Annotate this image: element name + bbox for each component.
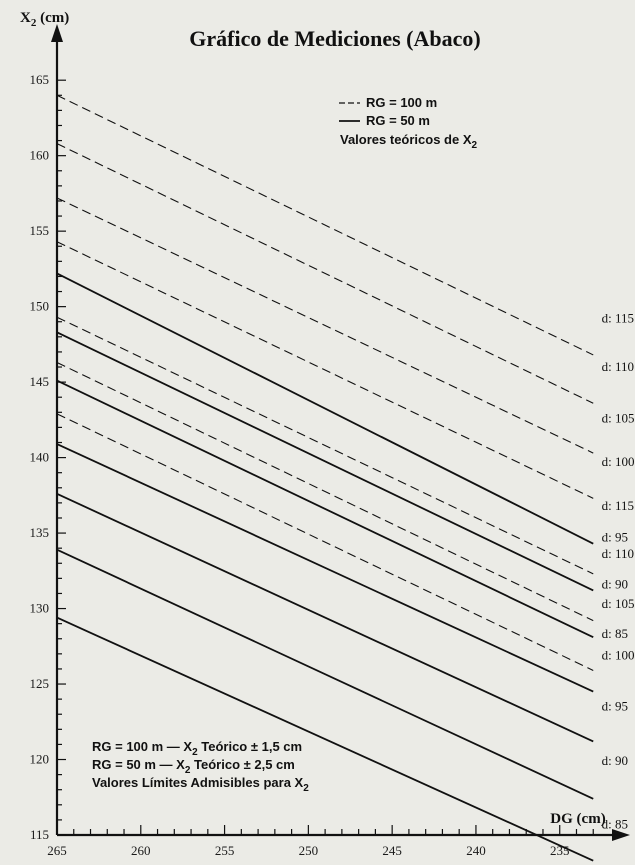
y-tick-label: 150 — [29, 298, 49, 314]
y-tick-label: 115 — [29, 827, 49, 842]
legend-bottom-line2-a: RG = 50 m — X — [92, 757, 185, 772]
y-axis-label-unit: (cm) — [36, 10, 70, 26]
series-line-rg100-95 — [57, 317, 593, 574]
legend-dashed-label: RG = 100 m — [366, 95, 438, 110]
legend-bottom-line3-sub: 2 — [303, 783, 309, 794]
series-label: d: 110 — [601, 359, 635, 375]
legend-top — [339, 95, 478, 151]
series-label: d: 85 — [601, 816, 628, 832]
y-axis-arrow — [51, 24, 63, 42]
y-tick-label: 140 — [29, 449, 49, 465]
labels-layer — [602, 311, 635, 832]
legend-bottom-line1-a: RG = 100 m — X — [92, 739, 193, 754]
series-label: d: 110 — [601, 546, 635, 562]
series-label: d: 105 — [601, 596, 635, 612]
series-line-rg100-90 — [57, 362, 593, 620]
x-axis-label: DG (cm) — [550, 811, 606, 827]
x-tick-label: 240 — [466, 843, 486, 858]
series-label: d: 105 — [601, 410, 635, 426]
series-label: d: 95 — [601, 698, 628, 714]
legend-bottom-line1 — [92, 739, 302, 758]
y-tick-label: 135 — [29, 525, 49, 541]
x-tick-label: 260 — [131, 843, 151, 858]
y-axis-label — [20, 10, 69, 29]
series-line-rg50-105 — [57, 381, 593, 638]
series-label: d: 100 — [601, 454, 635, 470]
y-tick-label: 125 — [29, 676, 49, 692]
legend-bottom-line1-sub: 2 — [192, 747, 198, 758]
series-line-rg50-110 — [57, 332, 593, 590]
y-tick-label: 160 — [29, 147, 49, 163]
legend-bottom-line2-b: Teórico ± 2,5 cm — [190, 757, 295, 772]
series-label: d: 115 — [601, 310, 635, 326]
legend-bottom — [92, 739, 309, 794]
series-label: d: 95 — [601, 529, 628, 545]
series-line-rg100-115 — [57, 95, 593, 355]
series-line-rg100-110 — [57, 144, 593, 404]
legend-bottom-line2 — [92, 757, 295, 776]
y-tick-label: 145 — [29, 374, 49, 390]
y-tick-label: 155 — [29, 223, 49, 239]
legend-bottom-line1-b: Teórico ± 1,5 cm — [197, 739, 303, 754]
x-tick-label: 245 — [382, 843, 402, 858]
series-line-rg100-105 — [57, 198, 593, 453]
y-axis-label-main: X — [20, 10, 31, 26]
series-line-rg50-95 — [57, 494, 593, 742]
series-label: d: 115 — [601, 497, 635, 513]
legend-bottom-line3 — [92, 775, 309, 794]
x-tick-label: 250 — [298, 843, 319, 858]
y-tick-label: 165 — [29, 72, 49, 88]
x-tick-label: 265 — [47, 843, 67, 858]
chart-title: Gráfico de Mediciones (Abaco) — [189, 26, 481, 51]
series-label: d: 100 — [601, 647, 635, 663]
x-tick-label: 255 — [214, 843, 235, 858]
legend-caption-main: Valores teóricos de X — [340, 132, 472, 147]
legend-caption-sub: 2 — [471, 140, 478, 151]
series-label: d: 85 — [601, 626, 628, 642]
legend-bottom-line3-a: Valores Límites Admisibles para X — [92, 775, 304, 790]
series-label: d: 90 — [601, 576, 628, 592]
legend-bottom-line2-sub: 2 — [184, 765, 191, 776]
series-line-rg50-115 — [57, 273, 593, 543]
series-line-rg100-85 — [57, 414, 593, 671]
legend-caption — [340, 132, 478, 151]
y-tick-label: 120 — [29, 751, 49, 767]
legend-solid-label: RG = 50 m — [366, 113, 430, 128]
y-tick-label: 130 — [29, 600, 49, 616]
y-axis-label-sub: 2 — [30, 17, 37, 29]
x-tick-label: 235 — [549, 843, 570, 858]
series-label: d: 90 — [601, 753, 628, 769]
